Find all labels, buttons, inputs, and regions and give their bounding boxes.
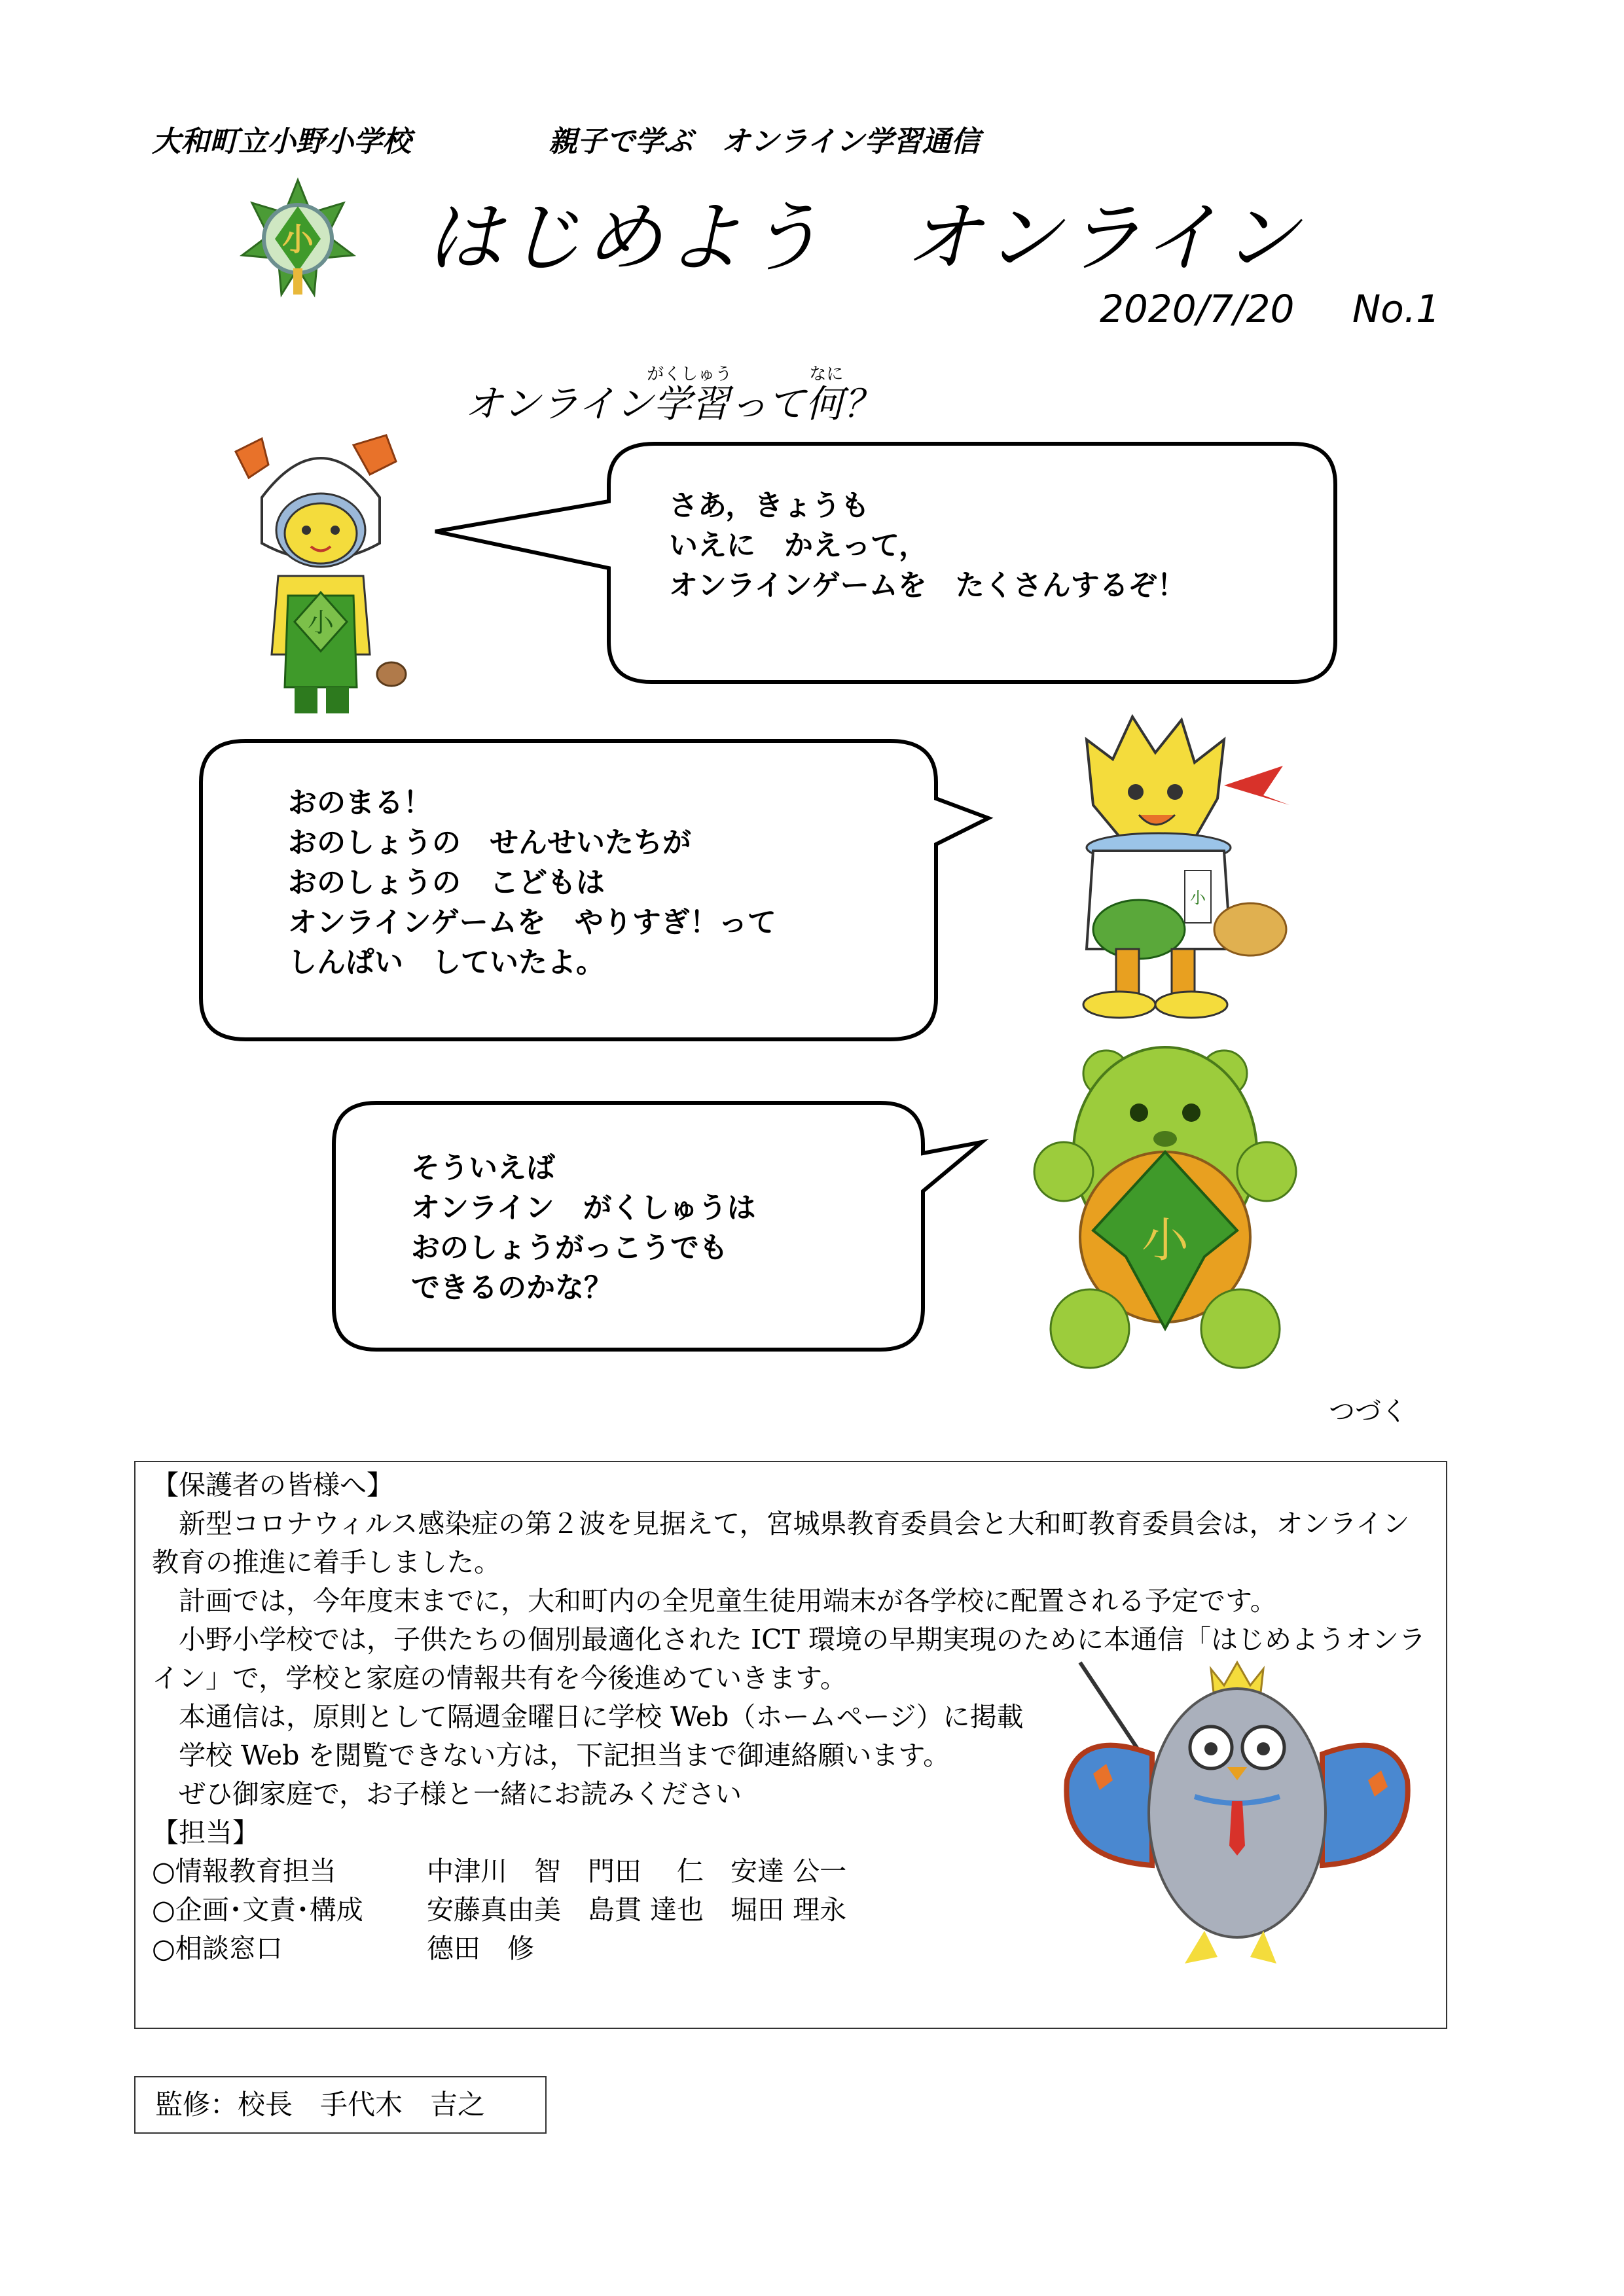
- svg-text:小: 小: [1141, 1213, 1189, 1268]
- staff-names: 中津川 智 門田 仁 安達 公一: [427, 1856, 847, 1887]
- staff-names: 德田 修: [427, 1933, 534, 1964]
- dialog-line: おのしょうの こどもは: [288, 866, 605, 899]
- bubble-1-text: [669, 486, 1186, 605]
- notice-paragraph: 計画では，今年度末までに，大和町内の全児童生徒用端末が各学校に配置される予定です。: [179, 1585, 1277, 1617]
- dialog-line: おのしょうの せんせいたちが: [288, 826, 691, 859]
- section-title-part: ？: [843, 382, 882, 426]
- school-name: 大和町立小野小学校: [152, 125, 411, 158]
- kanji-gaku: 学: [653, 382, 692, 426]
- mascot-leaf-head-character: [1041, 713, 1316, 1028]
- mascot-green-bear-character: [1028, 1041, 1316, 1388]
- notice-paragraph: ぜひ御家庭で，お子様と一緒にお読みください: [179, 1778, 742, 1810]
- section-title-part: って: [729, 382, 806, 426]
- staff-role: ○相談窓口: [152, 1933, 283, 1964]
- section-title-part: オンライン: [465, 382, 654, 426]
- svg-text:小: 小: [308, 608, 334, 638]
- dialog-line: そういえば: [411, 1151, 555, 1185]
- bubble-2-text: [288, 783, 776, 982]
- newsletter-series: 親子で学ぶ オンライン学習通信: [549, 125, 980, 158]
- kanji-nani: 何: [805, 382, 844, 426]
- notice-paragraph: 学校 Web を閲覧できない方は，下記担当まで御連絡願います。: [179, 1740, 950, 1771]
- dialog-line: さあ，きょうも: [669, 489, 870, 522]
- dialog-line: オンライン がくしゅうは: [411, 1191, 756, 1225]
- staff-names: 安藤真由美 島貫 達也 堀田 理永: [427, 1894, 847, 1926]
- notice-paragraph: 新型コロナウィルス感染症の第２波を見据えて，宮城県教育委員会と大和町教育委員会は，オンライン教育の推進に着手しました。: [152, 1508, 1410, 1578]
- ruby-gakushu: がくしゅう: [647, 365, 732, 384]
- svg-text:小: 小: [1190, 889, 1206, 907]
- dialog-line: おのまる！: [288, 786, 432, 819]
- dialog-line: できるのかな？: [411, 1271, 613, 1304]
- dialog-line: しんぱい していたよ。: [288, 946, 605, 979]
- issue-date: 2020/7/20: [1100, 287, 1295, 331]
- notice-heading: 【保護者の皆様へ】: [152, 1469, 393, 1501]
- notice-paragraph: 本通信は，原則として隔週金曜日に学校 Web（ホームページ）に掲載: [179, 1701, 1024, 1732]
- kanji-shu: 習: [691, 382, 730, 426]
- supervision-box: 監修：校長 手代木 吉之: [134, 2076, 547, 2134]
- notice-paragraph: 小野小学校では，子供たちの個別最適化された ICT 環境の早期実現のために本通信「はじめようオンライン」で，学校と家庭の情報共有を今後進めていきます。: [152, 1624, 1426, 1694]
- staff-heading: 【担当】: [152, 1817, 259, 1848]
- dialog-line: オンラインゲームを たくさんするぞ！: [669, 569, 1186, 602]
- issue-number: No.1: [1352, 287, 1441, 331]
- dialog-line: おのしょうがっこうでも: [411, 1231, 728, 1265]
- mascot-hooded-character: [223, 425, 419, 726]
- ruby-nani: なに: [809, 365, 844, 384]
- staff-role: ○情報教育担当: [152, 1856, 336, 1887]
- mascot-owl-character: [1054, 1649, 1420, 1977]
- continued-label: つづく: [1329, 1397, 1407, 1427]
- dialog-line: オンラインゲームを やりすぎ！って: [288, 906, 776, 939]
- newsletter-title: はじめよう オンライン: [425, 192, 1302, 283]
- svg-text:小: 小: [281, 221, 314, 258]
- dialog-line: いえに かえって，: [669, 529, 928, 562]
- staff-role: ○企画･文責･構成: [152, 1894, 363, 1926]
- bubble-3-text: [411, 1148, 756, 1308]
